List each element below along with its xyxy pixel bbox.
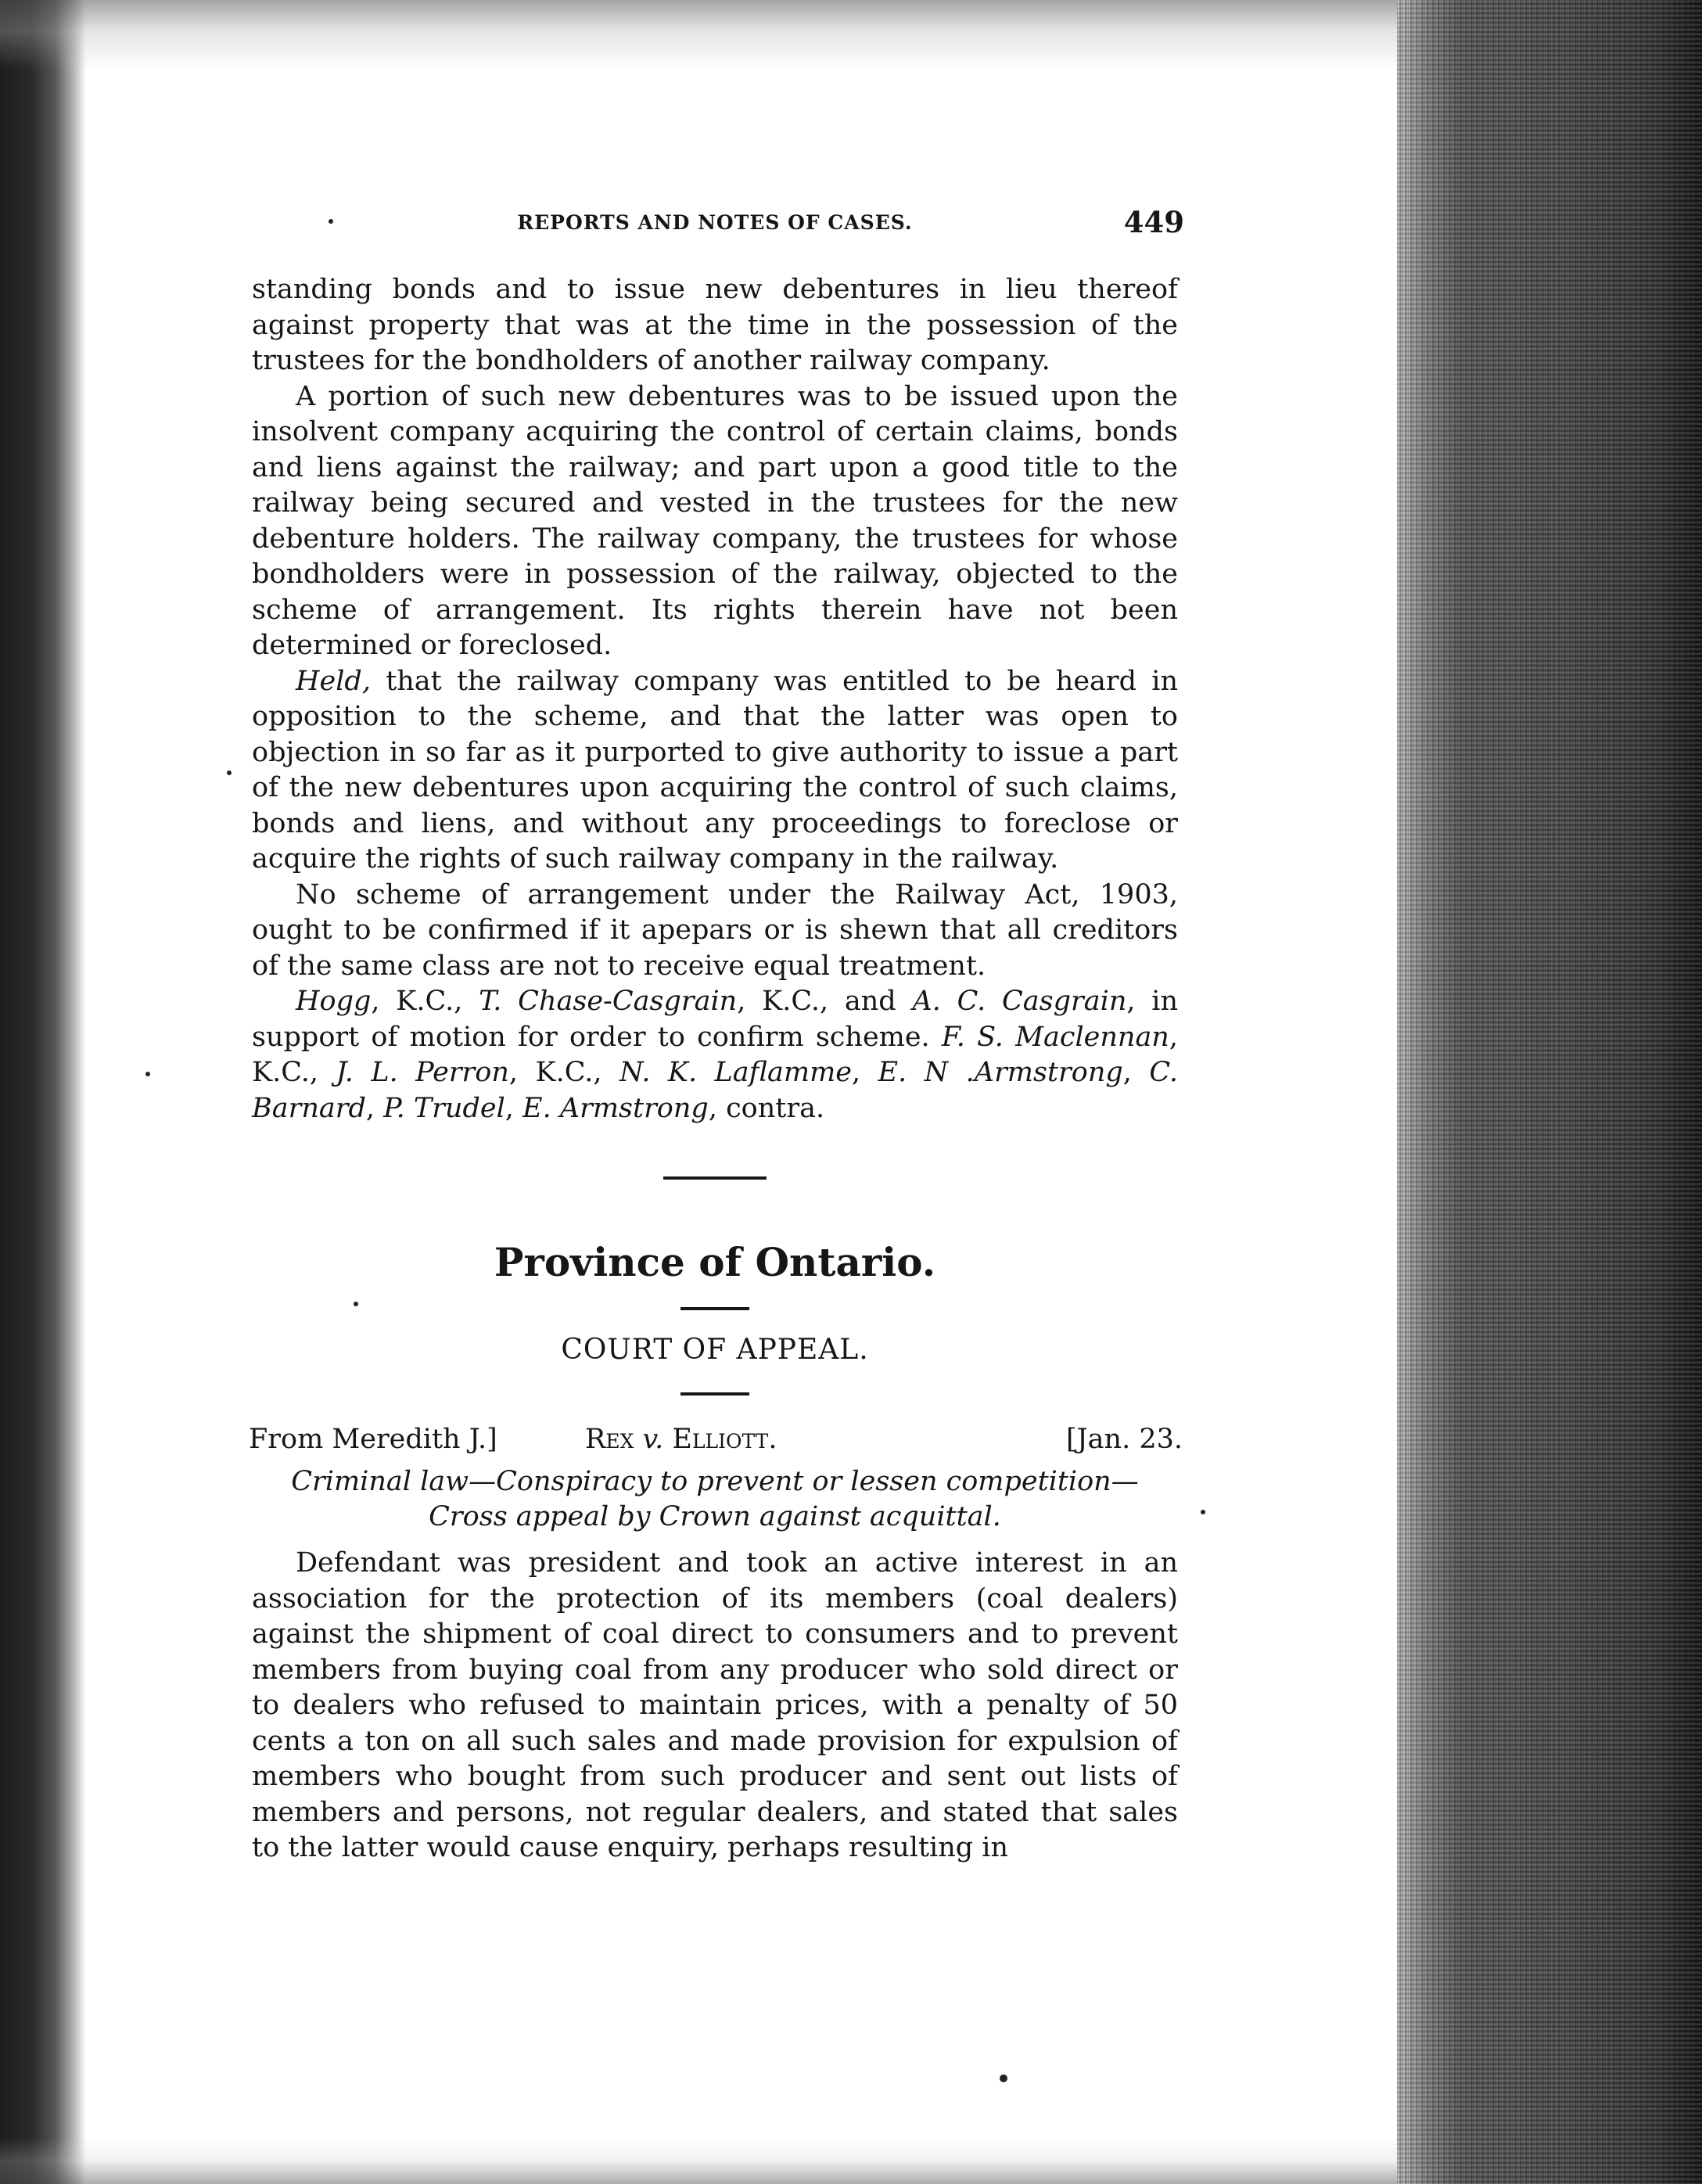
scan-edge-top [0, 0, 1397, 70]
counsel-name: F. S. Maclennan [941, 1021, 1169, 1053]
scan-edge-right [1397, 0, 1702, 2184]
counsel-name: P. Trudel [383, 1092, 505, 1124]
counsel-name: N. K. Laflamme [619, 1057, 852, 1088]
heading-divider [680, 1392, 749, 1396]
scan-edge-left [0, 0, 86, 2184]
section-divider [663, 1176, 767, 1180]
scan-speck [227, 771, 232, 775]
counsel-text: , [1122, 1057, 1150, 1088]
counsel-name: J. L. Perron [336, 1057, 509, 1088]
counsel-text: , K.C., [252, 1021, 1178, 1088]
facts-paragraph: A portion of such new debentures was to be issued upon the insolvent company acquiring the control of certain claims, bonds and liens against the railway; and part upon a good title to the railway being secured and vested in the trustees for the new debenture holders. The railway company, the trustees for whose bondholders were in possession of the railway, objected to the scheme of arrangement. Its rights therein have not been determined or foreclosed. [252, 380, 1178, 661]
held-label: Held, [296, 665, 371, 697]
counsel-name: C. Barnard [252, 1057, 1178, 1124]
counsel-text: , in support of motion for order to confirm scheme. [252, 986, 1178, 1053]
counsel-name: E. Armstrong [522, 1092, 709, 1124]
headnote-line: Criminal law—Conspiracy to prevent or lessen competition— [291, 1466, 1139, 1497]
case-name [585, 1424, 777, 1455]
running-head-title: REPORTS AND NOTES OF CASES. [517, 211, 913, 234]
case-name-elliott: Elliott. [672, 1424, 777, 1455]
held-text: that the railway company was entitled to be heard in opposition to the scheme, and that the latter was open to objection in so far as it purported to give authority to issue a part of the new debentures upon acquiring the control of such claims, bonds and liens, and without any proceedings to foreclose or acquire the rights of such railway company in the railway. [252, 665, 1178, 875]
scan-speck [145, 1072, 150, 1076]
court-heading: COURT OF APPEAL. [561, 1334, 869, 1366]
scan-edge-bottom [0, 2137, 1397, 2184]
no-scheme-paragraph: No scheme of arrangement under the Railway Act, 1903, ought to be confirmed if it apepars or is shewn that all creditors of the same class are not to receive equal treatment. [252, 878, 1178, 982]
scan-speck [1201, 1510, 1205, 1514]
counsel-name: T. Chase-Casgrain [479, 986, 738, 1017]
counsel-name: Hogg [296, 986, 372, 1017]
province-heading: Province of Ontario. [494, 1239, 936, 1285]
counsel-text: , K.C., [508, 1057, 619, 1088]
counsel-text: , K.C., [371, 986, 479, 1017]
page-number: 449 [1123, 205, 1184, 239]
continued-paragraph: standing bonds and to issue new debentures in lieu thereof against property that was at the time in the possession of the trustees for the bondholders of another railway company. [252, 274, 1178, 376]
counsel-text: , [504, 1092, 523, 1124]
case-body-paragraph: Defendant was president and took an active interest in an association for the protection of its members (coal dealers) against the shipment of coal direct to consumers and to prevent members from buying coal from any producer who sold direct or to dealers who refused to maintain prices, with a penalty of 50 cents a ton on all such sales and made provision for expulsion of members who bought from such producer and sent out lists of members and persons, not regular dealers, and stated that sales to the latter would cause enquiry, perhaps resulting in [252, 1547, 1178, 1863]
book-page [249, 205, 1184, 1866]
scan-speck [1000, 2074, 1007, 2082]
case-caption [249, 1424, 1183, 1460]
counsel-text: , [851, 1057, 878, 1088]
counsel-text: , [365, 1092, 384, 1124]
running-head [252, 205, 1184, 244]
case-date: [Jan. 23. [1065, 1424, 1183, 1455]
headnote-line: Cross appeal by Crown against acquittal. [429, 1501, 1001, 1532]
held-paragraph [252, 664, 1178, 878]
heading-divider [680, 1307, 749, 1310]
case-from: From Meredith J.] [249, 1424, 497, 1455]
counsel-name: A. C. Casgrain [912, 986, 1127, 1017]
case-name-rex: Rex [585, 1424, 634, 1455]
counsel-name: E. N .Armstrong [878, 1057, 1123, 1088]
case-name-versus: v. [634, 1424, 673, 1455]
counsel-text: , contra. [708, 1092, 825, 1124]
counsel-paragraph [252, 984, 1178, 1126]
case-headnote [252, 1464, 1178, 1535]
counsel-text: , K.C., and [737, 986, 913, 1017]
